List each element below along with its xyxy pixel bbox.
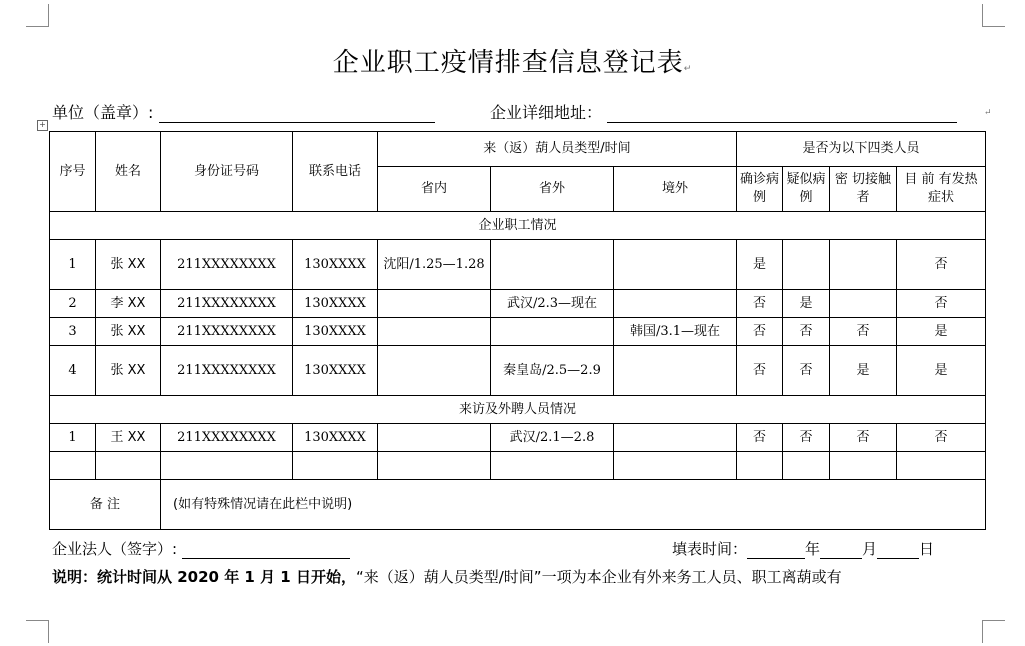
remarks-label: 备 注 bbox=[50, 480, 161, 530]
col-header-fever: 目 前 有发热症状 bbox=[897, 167, 986, 212]
cell-abroad[interactable] bbox=[614, 424, 737, 452]
legal-rep-underline[interactable] bbox=[182, 542, 350, 559]
table-row[interactable] bbox=[50, 290, 986, 318]
corner-mark-bottom-right bbox=[982, 620, 1005, 643]
cell-province-out[interactable]: 武汉/2.1—2.8 bbox=[491, 424, 614, 452]
cell-empty[interactable] bbox=[830, 452, 897, 480]
cell-province-out[interactable]: 武汉/2.3—现在 bbox=[491, 290, 614, 318]
cell-province-in[interactable] bbox=[378, 290, 491, 318]
cell-empty[interactable] bbox=[897, 452, 986, 480]
document-title[interactable] bbox=[0, 42, 1025, 79]
cell-name[interactable]: 张 XX bbox=[96, 240, 161, 290]
cell-name[interactable]: 张 XX bbox=[96, 346, 161, 396]
note-text: “来（返）葫人员类型/时间”一项为本企业有外来务工人员、职工离葫或有 bbox=[355, 568, 842, 586]
remarks-text[interactable]: (如有特殊情况请在此栏中说明) bbox=[161, 480, 986, 530]
col-header-seq: 序号 bbox=[50, 132, 96, 212]
cell-seq[interactable]: 1 bbox=[50, 240, 96, 290]
address-label: 企业详细地址： bbox=[490, 103, 603, 122]
year-underline[interactable] bbox=[747, 542, 805, 559]
cell-close-contact[interactable]: 是 bbox=[830, 346, 897, 396]
cell-province-in[interactable] bbox=[378, 346, 491, 396]
address-underline[interactable] bbox=[607, 104, 957, 123]
cell-close-contact[interactable] bbox=[830, 290, 897, 318]
table-row-empty[interactable] bbox=[50, 452, 986, 480]
cell-phone[interactable]: 130XXXX bbox=[293, 346, 378, 396]
cell-id[interactable]: 211XXXXXXXX bbox=[161, 346, 293, 396]
col-header-close-contact: 密 切接触者 bbox=[830, 167, 897, 212]
paragraph-mark: ↵ bbox=[984, 108, 992, 118]
col-header-confirmed: 确诊病例 bbox=[737, 167, 783, 212]
year-label: 年 bbox=[805, 540, 821, 558]
cell-empty[interactable] bbox=[378, 452, 491, 480]
cell-abroad[interactable] bbox=[614, 290, 737, 318]
cell-confirmed[interactable]: 否 bbox=[737, 318, 783, 346]
legal-rep-field[interactable] bbox=[52, 538, 350, 559]
registration-table bbox=[49, 131, 986, 530]
table-row[interactable] bbox=[50, 424, 986, 452]
cell-empty[interactable] bbox=[783, 452, 830, 480]
cell-abroad[interactable] bbox=[614, 240, 737, 290]
col-header-name: 姓名 bbox=[96, 132, 161, 212]
corner-mark-top-right bbox=[982, 4, 1005, 27]
cell-confirmed[interactable]: 否 bbox=[737, 290, 783, 318]
address-field[interactable] bbox=[490, 100, 957, 123]
col-header-suspected: 疑似病例 bbox=[783, 167, 830, 212]
cell-fever[interactable]: 否 bbox=[897, 290, 986, 318]
fill-date-label: 填表时间： bbox=[672, 540, 748, 558]
cell-name[interactable]: 李 XX bbox=[96, 290, 161, 318]
cell-fever[interactable]: 是 bbox=[897, 346, 986, 396]
cell-phone[interactable]: 130XXXX bbox=[293, 240, 378, 290]
corner-mark-bottom-left bbox=[26, 620, 49, 643]
cell-empty[interactable] bbox=[50, 452, 96, 480]
month-underline[interactable] bbox=[820, 542, 862, 559]
cell-fever[interactable]: 是 bbox=[897, 318, 986, 346]
table-row[interactable] bbox=[50, 318, 986, 346]
cell-province-in[interactable]: 沈阳/1.25—1.28 bbox=[378, 240, 491, 290]
fill-date-field[interactable] bbox=[672, 538, 934, 559]
cell-abroad[interactable] bbox=[614, 346, 737, 396]
cell-empty[interactable] bbox=[737, 452, 783, 480]
col-header-id: 身份证号码 bbox=[161, 132, 293, 212]
cell-suspected[interactable]: 是 bbox=[783, 290, 830, 318]
legal-rep-label: 企业法人（签字）: bbox=[52, 540, 178, 558]
cell-seq[interactable]: 3 bbox=[50, 318, 96, 346]
unit-field[interactable] bbox=[52, 100, 435, 123]
cell-id[interactable]: 211XXXXXXXX bbox=[161, 424, 293, 452]
cell-fever[interactable]: 否 bbox=[897, 240, 986, 290]
cell-seq[interactable]: 4 bbox=[50, 346, 96, 396]
cell-phone[interactable]: 130XXXX bbox=[293, 424, 378, 452]
col-header-travel-group: 来（返）葫人员类型/时间 bbox=[378, 132, 737, 167]
col-header-province-in: 省内 bbox=[378, 167, 491, 212]
col-header-abroad: 境外 bbox=[614, 167, 737, 212]
note-paragraph[interactable] bbox=[52, 566, 842, 587]
cell-province-in[interactable] bbox=[378, 424, 491, 452]
cell-name[interactable]: 王 XX bbox=[96, 424, 161, 452]
table-row[interactable] bbox=[50, 240, 986, 290]
cell-id[interactable]: 211XXXXXXXX bbox=[161, 290, 293, 318]
cell-seq[interactable]: 2 bbox=[50, 290, 96, 318]
cell-close-contact[interactable]: 否 bbox=[830, 318, 897, 346]
cell-province-out[interactable] bbox=[491, 240, 614, 290]
cell-empty[interactable] bbox=[96, 452, 161, 480]
cell-province-out[interactable] bbox=[491, 318, 614, 346]
month-label: 月 bbox=[862, 540, 878, 558]
cell-province-out[interactable]: 秦皇岛/2.5—2.9 bbox=[491, 346, 614, 396]
unit-label: 单位（盖章）: bbox=[52, 103, 154, 122]
paragraph-mark: ↵ bbox=[683, 64, 693, 74]
cell-suspected[interactable] bbox=[783, 240, 830, 290]
cell-suspected[interactable]: 否 bbox=[783, 318, 830, 346]
cell-close-contact[interactable] bbox=[830, 240, 897, 290]
cell-empty[interactable] bbox=[161, 452, 293, 480]
section-employees: 企业职工情况 bbox=[50, 212, 986, 240]
cell-id[interactable]: 211XXXXXXXX bbox=[161, 240, 293, 290]
cell-empty[interactable] bbox=[614, 452, 737, 480]
cell-phone[interactable]: 130XXXX bbox=[293, 318, 378, 346]
cell-confirmed[interactable]: 否 bbox=[737, 424, 783, 452]
cell-empty[interactable] bbox=[491, 452, 614, 480]
note-bold: 说明：统计时间从 2020 年 1 月 1 日开始， bbox=[52, 568, 356, 586]
col-header-province-out: 省外 bbox=[491, 167, 614, 212]
cell-suspected[interactable]: 否 bbox=[783, 346, 830, 396]
section-visitors: 来访及外聘人员情况 bbox=[50, 396, 986, 424]
table-row[interactable] bbox=[50, 346, 986, 396]
cell-id[interactable]: 211XXXXXXXX bbox=[161, 318, 293, 346]
col-header-category-group: 是否为以下四类人员 bbox=[737, 132, 986, 167]
cell-empty[interactable] bbox=[293, 452, 378, 480]
cell-seq[interactable]: 1 bbox=[50, 424, 96, 452]
cell-fever[interactable]: 否 bbox=[897, 424, 986, 452]
cell-abroad[interactable]: 韩国/3.1—现在 bbox=[614, 318, 737, 346]
unit-underline[interactable] bbox=[159, 104, 435, 123]
day-underline[interactable] bbox=[877, 542, 919, 559]
title-text: 企业职工疫情排查信息登记表 bbox=[332, 48, 684, 78]
cell-confirmed[interactable]: 否 bbox=[737, 346, 783, 396]
cell-name[interactable]: 张 XX bbox=[96, 318, 161, 346]
cell-close-contact[interactable]: 否 bbox=[830, 424, 897, 452]
cell-suspected[interactable]: 否 bbox=[783, 424, 830, 452]
table-move-handle-icon[interactable]: + bbox=[37, 120, 48, 131]
cell-province-in[interactable] bbox=[378, 318, 491, 346]
corner-mark-top-left bbox=[26, 4, 49, 27]
col-header-phone: 联系电话 bbox=[293, 132, 378, 212]
cell-confirmed[interactable]: 是 bbox=[737, 240, 783, 290]
cell-phone[interactable]: 130XXXX bbox=[293, 290, 378, 318]
day-label: 日 bbox=[919, 540, 935, 558]
